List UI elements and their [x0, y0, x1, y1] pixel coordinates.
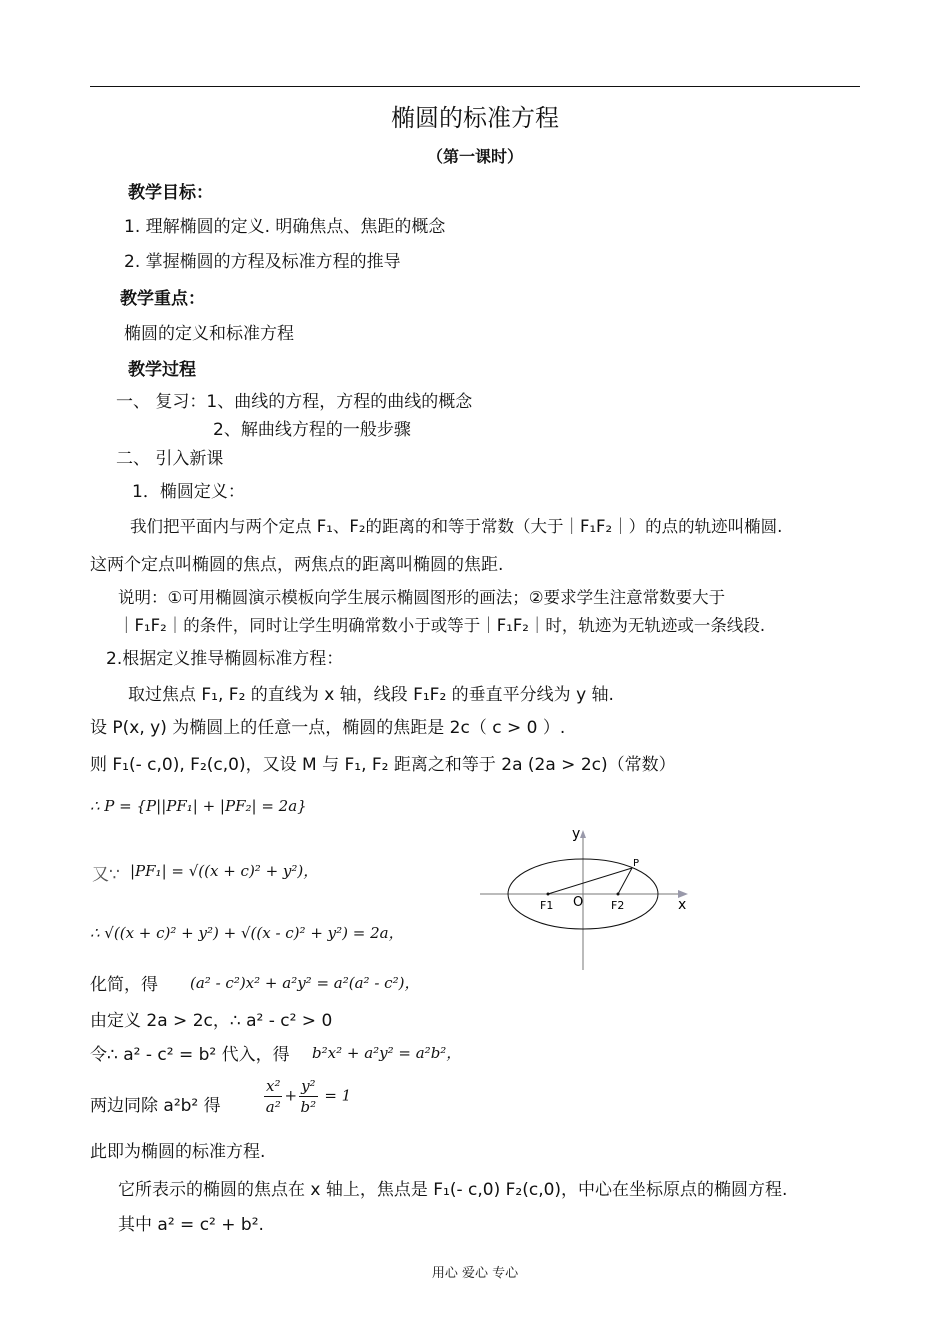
definition-inequality: 由定义 2a > 2c，∴ a² - c² > 0 [90, 1011, 333, 1031]
standard-label: 此即为椭圆的标准方程. [90, 1142, 266, 1162]
derive-line-3: 则 F₁(- c,0), F₂(c,0)，又设 M 与 F₁, F₂ 距离之和等于 2a (2a > 2c)（常数） [90, 755, 676, 775]
ellipse-figure [470, 820, 710, 980]
let-text: 令∴ a² - c² = b² 代入，得 [90, 1045, 290, 1065]
note-line-2: ｜F₁F₂｜的条件，同时让学生明确常数小于或等于｜F₁F₂｜时，轨迹为无轨迹或一条线段. [118, 616, 766, 635]
y-axis-label: y [572, 826, 581, 842]
x-axis-label: x [678, 897, 687, 913]
focus-f2-point [617, 893, 620, 896]
y-axis-arrow-icon [580, 830, 586, 838]
equation-set-p: ∴ P = {P||PF₁| + |PF₂| = 2a} [90, 797, 307, 815]
key-text: 椭圆的定义和标准方程 [124, 324, 294, 344]
goal-item-1: 1. 理解椭圆的定义. 明确焦点、焦距的概念 [124, 217, 446, 237]
note-line-1: 说明：①可用椭圆演示模板向学生展示椭圆图形的画法；②要求学生注意常数要大于 [118, 588, 726, 607]
equation-sum-distances: ∴ √((x + c)² + y²) + √((x - c)² + y²) = 2a， [90, 924, 404, 942]
point-p-label: P [633, 858, 640, 869]
derive-line-1: 取过焦点 F₁, F₂ 的直线为 x 轴，线段 F₁F₂ 的垂直平分线为 y 轴. [128, 685, 614, 705]
origin-label: O [573, 895, 584, 910]
simplify-label: 化简，得 [90, 975, 158, 995]
equation-because-prefix: 又∵ [92, 865, 120, 885]
page-title: 椭圆的标准方程 [391, 104, 559, 132]
definition-heading: 1．椭圆定义： [132, 482, 245, 502]
focus-f2-label: F2 [611, 899, 625, 912]
let-equation: b²x² + a²y² = a²b²， [312, 1044, 462, 1062]
goal-item-2: 2. 掌握椭圆的方程及标准方程的推导 [124, 252, 401, 272]
focus-f1-label: F1 [540, 899, 554, 912]
equation-pf1: |PF₁| = √((x + c)² + y²)， [130, 862, 319, 880]
standard-equation: $\frac{\text{x²}}{\text{a²}}$ + $\frac{\text{y²}}{\text{b²}}$ = 1 [265, 1077, 352, 1116]
focus-f1-point [547, 893, 550, 896]
conclusion-line-1: 它所表示的椭圆的焦点在 x 轴上，焦点是 F₁(- c,0) F₂(c,0)，中心在坐标原点的椭圆方程. [118, 1180, 788, 1200]
intro-line: 二、 引入新课 [116, 449, 224, 469]
definition-text-2: 这两个定点叫椭圆的焦点，两焦点的距离叫椭圆的焦距. [90, 555, 504, 575]
process-heading: 教学过程 [128, 360, 196, 380]
key-heading: 教学重点： [120, 289, 205, 309]
review-line-2: 2、解曲线方程的一般步骤 [213, 420, 411, 440]
conclusion-line-2: 其中 a² = c² + b². [118, 1215, 264, 1235]
page-subtitle: （第一课时） [426, 147, 523, 166]
segment-pf1 [548, 868, 632, 894]
goals-heading: 教学目标： [128, 183, 213, 203]
divide-text: 两边同除 a²b² 得 [90, 1096, 221, 1116]
review-line-1: 一、 复习：1、曲线的方程，方程的曲线的概念 [116, 392, 473, 412]
derive-line-2: 设 P(x, y) 为椭圆上的任意一点，椭圆的焦距是 2c（ c > 0 ）. [90, 718, 566, 738]
simplify-equation: (a² - c²)x² + a²y² = a²(a² - c²)， [190, 974, 420, 992]
derive-heading: 2.根据定义推导椭圆标准方程： [106, 649, 344, 669]
definition-text-1: 我们把平面内与两个定点 F₁、F₂的距离的和等于常数（大于｜F₁F₂｜）的点的轨迹叫椭圆. [130, 517, 783, 536]
header-rule [90, 86, 860, 87]
page-footer: 用心 爱心 专心 [431, 1266, 519, 1281]
